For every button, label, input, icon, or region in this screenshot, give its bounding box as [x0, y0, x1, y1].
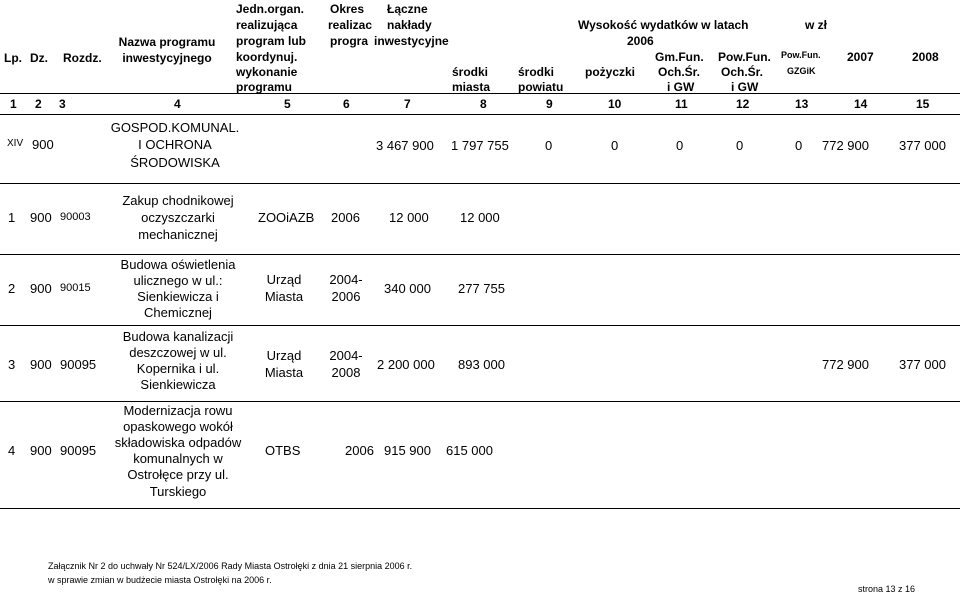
row-rozdz: 90095	[60, 443, 97, 458]
section-y2007: 772 900	[822, 138, 869, 153]
row-jedn: OTBS	[265, 443, 301, 458]
section-gmfun: 0	[676, 138, 684, 153]
col-num-12: 12	[736, 97, 750, 111]
header-year-2007: 2007	[847, 50, 874, 64]
row-jedn-1: Urząd	[266, 348, 302, 363]
row-name-6: Turskiego	[149, 484, 207, 499]
header-laczne-1: Łączne	[387, 2, 428, 16]
row-laczne: 340 000	[384, 281, 431, 296]
col-num-3: 3	[59, 97, 66, 111]
row-jedn-2: Miasta	[264, 365, 304, 380]
header-rozdz: Rozdz.	[63, 51, 102, 65]
col-num-10: 10	[608, 97, 622, 111]
row-srodki-miasta: 893 000	[458, 357, 505, 372]
section-dz: 900	[32, 137, 54, 152]
header-srodki-powiatu-2: powiatu	[518, 80, 564, 94]
footer-page-number: strona 13 z 16	[858, 584, 916, 594]
header-gmfun-3: i GW	[667, 80, 695, 94]
row-name-3: Sienkiewicza i	[137, 289, 219, 304]
section-srodki-miasta: 1 797 755	[451, 138, 509, 153]
col-num-14: 14	[854, 97, 868, 111]
row1-top-rule	[0, 183, 960, 184]
row-name-3: mechanicznej	[138, 227, 218, 242]
row-name-5: Ostrołęce przy ul.	[127, 467, 229, 482]
col-num-4: 4	[174, 97, 181, 111]
row-dz: 900	[30, 443, 52, 458]
row-srodki-miasta: 615 000	[446, 443, 493, 458]
col-num-8: 8	[480, 97, 487, 111]
row-lp: 1	[8, 210, 16, 225]
row-dz: 900	[30, 210, 52, 225]
row-laczne: 2 200 000	[377, 357, 435, 372]
row-name-2: opaskowego wokół	[123, 419, 233, 434]
col-num-7: 7	[404, 97, 411, 111]
row-laczne: 12 000	[389, 210, 429, 225]
header-gmfun-1: Gm.Fun.	[655, 50, 704, 64]
row-name-2: ulicznego w ul.:	[133, 273, 223, 288]
row-laczne: 915 900	[384, 443, 431, 458]
row-name-2: deszczowej w ul.	[129, 345, 227, 360]
row-lp: 3	[8, 357, 16, 372]
col-num-11: 11	[675, 97, 688, 111]
row-name-1: Modernizacja rowu	[123, 403, 233, 418]
header-gzgik-1: Pow.Fun.	[781, 50, 821, 60]
section-name-3: ŚRODOWISKA	[130, 155, 220, 170]
row-lp: 4	[8, 443, 16, 458]
header-laczne-2: nakłady	[387, 18, 432, 32]
row-okres-2: 2008	[331, 365, 361, 380]
header-jedn-2: realizująca	[236, 18, 298, 32]
col-num-9: 9	[546, 97, 553, 111]
header-dz: Dz.	[30, 51, 48, 65]
row-srodki-miasta: 277 755	[458, 281, 505, 296]
section-pozyczki: 0	[611, 138, 619, 153]
footer-line-1: Załącznik Nr 2 do uchwały Nr 524/LX/2006 Rady Miasta Ostrołęki z dnia 21 sierpnia 2006 r.	[48, 561, 413, 571]
row4-top-rule	[0, 401, 960, 402]
header-nazwa-2: inwestycyjnego	[122, 51, 212, 65]
row-name-3: Kopernika i ul.	[136, 361, 220, 376]
row-jedn-1: Urząd	[266, 272, 302, 287]
header-powfun-1: Pow.Fun.	[718, 50, 771, 64]
header-year-2006: 2006	[627, 34, 654, 48]
section-name-1: GOSPOD.KOMUNAL.	[110, 120, 240, 135]
header-okres-2: realizac	[328, 18, 373, 32]
row-okres-2: 2006	[331, 289, 361, 304]
row-name-4: Chemicznej	[144, 305, 212, 320]
row2-top-rule	[0, 254, 960, 255]
row-dz: 900	[30, 357, 52, 372]
header-srodki-powiatu-1: środki	[518, 65, 555, 79]
row4-bottom-rule	[0, 508, 960, 509]
header-gzgik-2: GZGiK	[787, 66, 816, 76]
section-laczne: 3 467 900	[376, 138, 434, 153]
header-bottom-rule	[0, 114, 960, 115]
section-powfun: 0	[736, 138, 744, 153]
row-jedn-2: Miasta	[264, 289, 304, 304]
footer-line-2: w sprawie zmian w budżecie miasta Ostrołęki na 2006 r.	[48, 575, 272, 585]
header-okres-1: Okres	[330, 2, 365, 16]
row-name-1: Zakup chodnikowej	[122, 193, 234, 208]
row-lp: 2	[8, 281, 16, 296]
header-laczne-3: inwestycyjne	[374, 34, 449, 48]
header-srodki-miasta-2: miasta	[452, 80, 491, 94]
row-y2008: 377 000	[899, 357, 946, 372]
section-roman: XIV	[7, 138, 24, 149]
row-okres-1: 2004-	[329, 348, 363, 363]
row-okres: 2006	[345, 443, 374, 458]
row-name-1: Budowa kanalizacji	[122, 329, 234, 344]
header-jedn-3: program lub	[236, 34, 307, 48]
row-okres: 2006	[331, 210, 360, 225]
header-year-2008: 2008	[912, 50, 939, 64]
col-num-13: 13	[795, 97, 809, 111]
header-wzl: w zł	[805, 18, 828, 32]
col-num-6: 6	[343, 97, 350, 111]
row-name-4: Sienkiewicza	[140, 377, 216, 392]
section-gzgik: 0	[795, 138, 803, 153]
header-pozyczki: pożyczki	[585, 65, 636, 79]
header-jedn-1: Jedn.organ.	[236, 2, 305, 16]
header-gmfun-2: Och.Śr.	[658, 65, 701, 79]
row-name-3: składowiska odpadów	[114, 435, 242, 450]
header-lp: Lp.	[4, 51, 22, 65]
row3-top-rule	[0, 325, 960, 326]
row-okres-1: 2004-	[329, 272, 363, 287]
row-y2007: 772 900	[822, 357, 869, 372]
header-powfun-3: i GW	[731, 80, 759, 94]
row-rozdz: 90095	[60, 357, 97, 372]
row-jedn: ZOOiAZB	[258, 210, 315, 225]
row-name-4: komunalnych w	[133, 451, 223, 466]
col-num-15: 15	[916, 97, 930, 111]
header-nazwa-1: Nazwa programu	[118, 35, 216, 49]
col-num-1: 1	[10, 97, 17, 111]
header-jedn-4: koordynuj.	[236, 50, 298, 64]
header-powfun-2: Och.Śr.	[721, 65, 764, 79]
header-okres-3: progra	[330, 34, 369, 48]
row-rozdz: 90003	[60, 211, 91, 223]
col-num-5: 5	[284, 97, 291, 111]
section-srodki-powiatu: 0	[545, 138, 553, 153]
row-dz: 900	[30, 281, 52, 296]
row-name-2: oczyszczarki	[141, 210, 215, 225]
header-wysokosc: Wysokość wydatków w latach	[578, 18, 749, 32]
col-num-2: 2	[35, 97, 42, 111]
section-y2008: 377 000	[899, 138, 946, 153]
row-rozdz: 90015	[60, 282, 91, 294]
section-name-2: I OCHRONA	[138, 137, 212, 152]
header-srodki-miasta-1: środki	[452, 65, 489, 79]
row-srodki-miasta: 12 000	[460, 210, 500, 225]
header-jedn-6: programu	[236, 80, 293, 94]
row-name-1: Budowa oświetlenia	[120, 257, 236, 272]
header-jedn-5: wykonanie	[236, 65, 298, 79]
